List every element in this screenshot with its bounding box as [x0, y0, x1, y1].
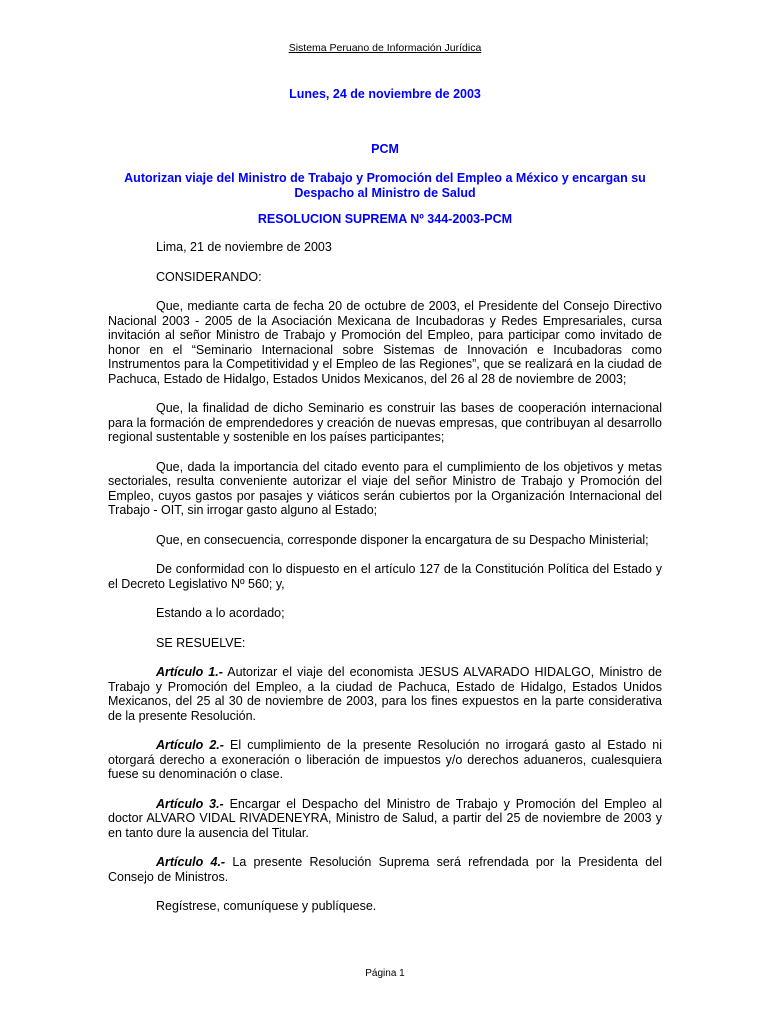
- article-text: Encargar el Despacho del Ministro de Trabajo y Promoción del Empleo al doctor ALVARO VIDAL RIVADENEYRA, Ministro de Salud, a partir del 25 de noviembre de 2003 y en tanto dure la ausencia del Titular.: [108, 796, 662, 840]
- paragraph: Que, mediante carta de fecha 20 de octubre de 2003, el Presidente del Consejo Directivo Nacional 2003 - 2005 de la Asociación Mexicana de Incubadoras y Redes Empresariales, cursa invitación al señor Ministro de Trabajo y Promoción del Empleo, para participar como invitado de honor en el “Seminario Internacional sobre Sistemas de Innovación e Incubadoras como Instrumentos para la Competitividad y el Empleo de las Regiones”, que se realizará en la ciudad de Pachuca, Estado de Hidalgo, Estados Unidos Mexicanos, del 26 al 28 de noviembre de 2003;: [108, 299, 662, 386]
- article-text: La presente Resolución Suprema será refrendada por la Presidenta del Consejo de Ministros.: [108, 855, 662, 884]
- article: [108, 665, 662, 723]
- article-text: El cumplimiento de la presente Resolución no irrogará gasto al Estado ni otorgará derecho a exoneración o liberación de impuestos y/o derechos aduaneros, cualesquiera fuese su denominación o clase.: [108, 738, 662, 781]
- paragraph: Que, en consecuencia, corresponde disponer la encargatura de su Despacho Ministerial;: [156, 532, 649, 547]
- document-body: [108, 240, 662, 929]
- article-label: Artículo 1.-: [156, 665, 223, 679]
- se-resuelve-heading: SE RESUELVE:: [156, 635, 246, 650]
- paragraph: Que, dada la importancia del citado evento para el cumplimiento de los objetivos y metas sectoriales, resulta conveniente autorizar el viaje del señor Ministro de Trabajo y Promoción del Empleo, cuyos gastos por pasajes y viáticos serán cubiertos por la Organización Internacional del Trabajo - OIT, sin irrogar gasto alguno al Estado;: [108, 459, 662, 517]
- article-text: Autorizar el viaje del economista JESUS ALVARADO HIDALGO, Ministro de Trabajo y Promoción del Empleo, a la ciudad de Pachuca, Estado de Hidalgo, Estados Unidos Mexicanos, del 25 al 30 de noviembre de 2003, para los fines expuestos en la parte considerativa de la presente Resolución.: [108, 665, 662, 723]
- closing-formula: Regístrese, comuníquese y publíquese.: [156, 899, 377, 913]
- article: [108, 738, 662, 782]
- article: [108, 797, 662, 841]
- paragraph: Que, la finalidad de dicho Seminario es construir las bases de cooperación internacional para la formación de emprendedores y creación de nuevas empresas, que contribuyan al desarrollo regional sustentable y sostenible en los países participantes;: [108, 401, 662, 444]
- publication-date: Lunes, 24 de noviembre de 2003: [289, 87, 481, 101]
- article-label: Artículo 2.-: [156, 738, 224, 752]
- article: [108, 855, 662, 884]
- place-date: Lima, 21 de noviembre de 2003: [156, 240, 332, 254]
- document-title: Autorizan viaje del Ministro de Trabajo y Promoción del Empleo a México y encargan su Despacho al Ministro de Salud: [124, 171, 646, 200]
- page-number: Página 1: [365, 968, 405, 979]
- article-label: Artículo 3.-: [156, 796, 224, 811]
- paragraph: Estando a lo acordado;: [156, 606, 285, 620]
- paragraph: De conformidad con lo dispuesto en el artículo 127 de la Constitución Política del Estado y el Decreto Legislativo Nº 560; y,: [108, 562, 662, 591]
- resolution-number: RESOLUCION SUPREMA Nº 344-2003-PCM: [257, 212, 513, 226]
- article-label: Artículo 4.-: [156, 855, 226, 869]
- system-header: Sistema Peruano de Información Jurídica: [288, 42, 482, 54]
- considerando-heading: CONSIDERANDO:: [156, 269, 262, 284]
- issuing-entity: PCM: [371, 142, 399, 156]
